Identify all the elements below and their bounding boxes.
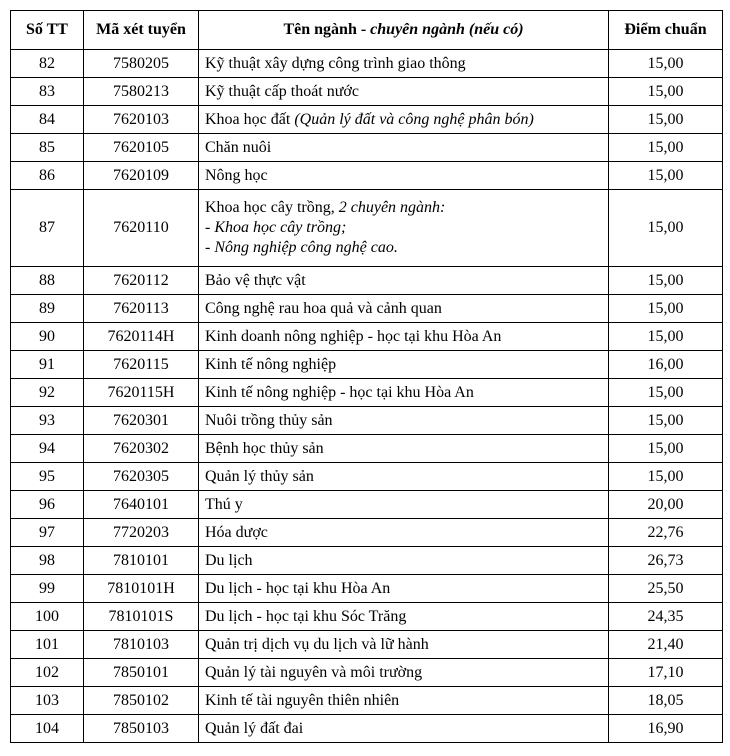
row-code: 7620103 bbox=[84, 106, 199, 134]
table-row bbox=[11, 379, 723, 407]
row-score: 15,00 bbox=[609, 379, 723, 407]
row-code: 7720203 bbox=[84, 519, 199, 547]
row-name-main: Nuôi trồng thủy sản bbox=[205, 411, 333, 429]
row-score: 15,00 bbox=[609, 190, 723, 267]
row-code: 7620302 bbox=[84, 435, 199, 463]
row-score: 15,00 bbox=[609, 78, 723, 106]
row-score: 15,00 bbox=[609, 407, 723, 435]
row-name-main: Bảo vệ thực vật bbox=[205, 271, 306, 289]
row-name bbox=[199, 295, 609, 323]
row-stt: 100 bbox=[11, 603, 84, 631]
row-stt: 96 bbox=[11, 491, 84, 519]
row-stt: 93 bbox=[11, 407, 84, 435]
header-score: Điểm chuẩn bbox=[609, 11, 723, 50]
row-score: 15,00 bbox=[609, 463, 723, 491]
table-row bbox=[11, 351, 723, 379]
row-score: 16,00 bbox=[609, 351, 723, 379]
row-name-italic: (Quản lý đất và công nghệ phân bón) bbox=[294, 110, 534, 128]
row-name-main: Nông học bbox=[205, 166, 268, 184]
row-code: 7850101 bbox=[84, 659, 199, 687]
row-name bbox=[199, 659, 609, 687]
row-stt: 88 bbox=[11, 267, 84, 295]
row-stt: 92 bbox=[11, 379, 84, 407]
row-name bbox=[199, 519, 609, 547]
row-score: 15,00 bbox=[609, 323, 723, 351]
row-score: 15,00 bbox=[609, 134, 723, 162]
row-name-main: Bệnh học thủy sản bbox=[205, 439, 324, 457]
table-body bbox=[11, 50, 723, 743]
row-name-main: Hóa dược bbox=[205, 523, 268, 541]
row-name-main: Quản trị dịch vụ du lịch và lữ hành bbox=[205, 635, 429, 653]
row-name-main: Du lịch - học tại khu Sóc Trăng bbox=[205, 607, 407, 625]
row-name bbox=[199, 631, 609, 659]
row-name-main: Quản lý thủy sản bbox=[205, 467, 314, 485]
row-code: 7810101S bbox=[84, 603, 199, 631]
row-stt: 95 bbox=[11, 463, 84, 491]
row-name bbox=[199, 407, 609, 435]
row-name bbox=[199, 687, 609, 715]
row-name bbox=[199, 575, 609, 603]
row-code: 7640101 bbox=[84, 491, 199, 519]
row-name-main: Khoa học cây trồng, bbox=[205, 199, 339, 216]
row-stt: 87 bbox=[11, 190, 84, 267]
row-name bbox=[199, 435, 609, 463]
row-name bbox=[199, 323, 609, 351]
row-name bbox=[199, 134, 609, 162]
row-name bbox=[199, 162, 609, 190]
row-score: 20,00 bbox=[609, 491, 723, 519]
row-name bbox=[199, 715, 609, 743]
row-score: 25,50 bbox=[609, 575, 723, 603]
table-row bbox=[11, 687, 723, 715]
table-row bbox=[11, 715, 723, 743]
row-code: 7850103 bbox=[84, 715, 199, 743]
row-code: 7620113 bbox=[84, 295, 199, 323]
row-stt: 85 bbox=[11, 134, 84, 162]
row-score: 18,05 bbox=[609, 687, 723, 715]
table-header-row bbox=[11, 11, 723, 50]
row-stt: 98 bbox=[11, 547, 84, 575]
table-row bbox=[11, 78, 723, 106]
row-name bbox=[199, 463, 609, 491]
row-stt: 94 bbox=[11, 435, 84, 463]
row-stt: 86 bbox=[11, 162, 84, 190]
admission-scores-table bbox=[10, 10, 723, 743]
row-name-main: Công nghệ rau hoa quả và cảnh quan bbox=[205, 299, 442, 317]
header-stt: Số TT bbox=[11, 11, 84, 50]
row-name-main: Chăn nuôi bbox=[205, 138, 272, 156]
row-score: 17,10 bbox=[609, 659, 723, 687]
row-code: 7620110 bbox=[84, 190, 199, 267]
row-name bbox=[199, 351, 609, 379]
row-name-main: Thú y bbox=[205, 495, 243, 513]
row-name-main: Kinh doanh nông nghiệp - học tại khu Hòa An bbox=[205, 327, 502, 345]
row-name bbox=[199, 190, 609, 267]
row-code: 7620301 bbox=[84, 407, 199, 435]
row-stt: 90 bbox=[11, 323, 84, 351]
row-name-main: Khoa học đất bbox=[205, 110, 295, 128]
row-stt: 89 bbox=[11, 295, 84, 323]
row-score: 15,00 bbox=[609, 295, 723, 323]
row-name bbox=[199, 50, 609, 78]
row-name bbox=[199, 491, 609, 519]
row-name-subline: - Khoa học cây trồng; bbox=[205, 219, 347, 236]
table-row bbox=[11, 50, 723, 78]
row-name-main: Du lịch - học tại khu Hòa An bbox=[205, 579, 391, 597]
row-score: 15,00 bbox=[609, 50, 723, 78]
table-row bbox=[11, 190, 723, 267]
table-row bbox=[11, 631, 723, 659]
row-stt: 104 bbox=[11, 715, 84, 743]
row-code: 7580205 bbox=[84, 50, 199, 78]
row-code: 7620115 bbox=[84, 351, 199, 379]
row-stt: 82 bbox=[11, 50, 84, 78]
row-name bbox=[199, 267, 609, 295]
row-name bbox=[199, 603, 609, 631]
table-row bbox=[11, 519, 723, 547]
table-row bbox=[11, 491, 723, 519]
row-score: 16,90 bbox=[609, 715, 723, 743]
row-code: 7620115H bbox=[84, 379, 199, 407]
row-stt: 83 bbox=[11, 78, 84, 106]
row-score: 22,76 bbox=[609, 519, 723, 547]
row-name-main: Kỹ thuật cấp thoát nước bbox=[205, 82, 359, 100]
table-row bbox=[11, 323, 723, 351]
row-score: 26,73 bbox=[609, 547, 723, 575]
row-name-italic: 2 chuyên ngành: bbox=[338, 199, 446, 216]
row-name bbox=[199, 379, 609, 407]
row-name-main: Quản lý tài nguyên và môi trường bbox=[205, 663, 423, 681]
row-name bbox=[199, 106, 609, 134]
row-score: 15,00 bbox=[609, 267, 723, 295]
row-code: 7810101H bbox=[84, 575, 199, 603]
table-row bbox=[11, 134, 723, 162]
row-stt: 91 bbox=[11, 351, 84, 379]
row-code: 7810103 bbox=[84, 631, 199, 659]
table-row bbox=[11, 435, 723, 463]
row-code: 7620105 bbox=[84, 134, 199, 162]
row-score: 21,40 bbox=[609, 631, 723, 659]
header-name-italic: chuyên ngành (nếu có) bbox=[370, 21, 524, 38]
row-code: 7580213 bbox=[84, 78, 199, 106]
row-name bbox=[199, 78, 609, 106]
table-row bbox=[11, 267, 723, 295]
table-row bbox=[11, 575, 723, 603]
row-code: 7620109 bbox=[84, 162, 199, 190]
row-stt: 103 bbox=[11, 687, 84, 715]
row-code: 7620112 bbox=[84, 267, 199, 295]
header-name bbox=[199, 11, 609, 50]
table-row bbox=[11, 162, 723, 190]
row-code: 7620114H bbox=[84, 323, 199, 351]
row-name-main: Du lịch bbox=[205, 551, 253, 569]
row-score: 15,00 bbox=[609, 162, 723, 190]
row-name-main: Kinh tế nông nghiệp bbox=[205, 355, 337, 373]
row-stt: 84 bbox=[11, 106, 84, 134]
row-name-main: Quản lý đất đai bbox=[205, 719, 304, 737]
table-row bbox=[11, 547, 723, 575]
row-name-main: Kỹ thuật xây dựng công trình giao thông bbox=[205, 54, 466, 72]
table-row bbox=[11, 106, 723, 134]
row-stt: 102 bbox=[11, 659, 84, 687]
header-name-main: Tên ngành - bbox=[283, 21, 371, 38]
row-score: 15,00 bbox=[609, 435, 723, 463]
row-score: 24,35 bbox=[609, 603, 723, 631]
row-name-main: Kinh tế nông nghiệp - học tại khu Hòa An bbox=[205, 383, 474, 401]
row-score: 15,00 bbox=[609, 106, 723, 134]
row-stt: 99 bbox=[11, 575, 84, 603]
row-stt: 101 bbox=[11, 631, 84, 659]
row-code: 7850102 bbox=[84, 687, 199, 715]
table-row bbox=[11, 295, 723, 323]
row-code: 7810101 bbox=[84, 547, 199, 575]
table-row bbox=[11, 603, 723, 631]
row-code: 7620305 bbox=[84, 463, 199, 491]
table-row bbox=[11, 659, 723, 687]
table-row bbox=[11, 463, 723, 491]
row-name bbox=[199, 547, 609, 575]
row-name-main: Kinh tế tài nguyên thiên nhiên bbox=[205, 691, 400, 709]
header-code: Mã xét tuyển bbox=[84, 11, 199, 50]
row-name-subline: - Nông nghiệp công nghệ cao. bbox=[205, 239, 398, 256]
table-row bbox=[11, 407, 723, 435]
row-stt: 97 bbox=[11, 519, 84, 547]
